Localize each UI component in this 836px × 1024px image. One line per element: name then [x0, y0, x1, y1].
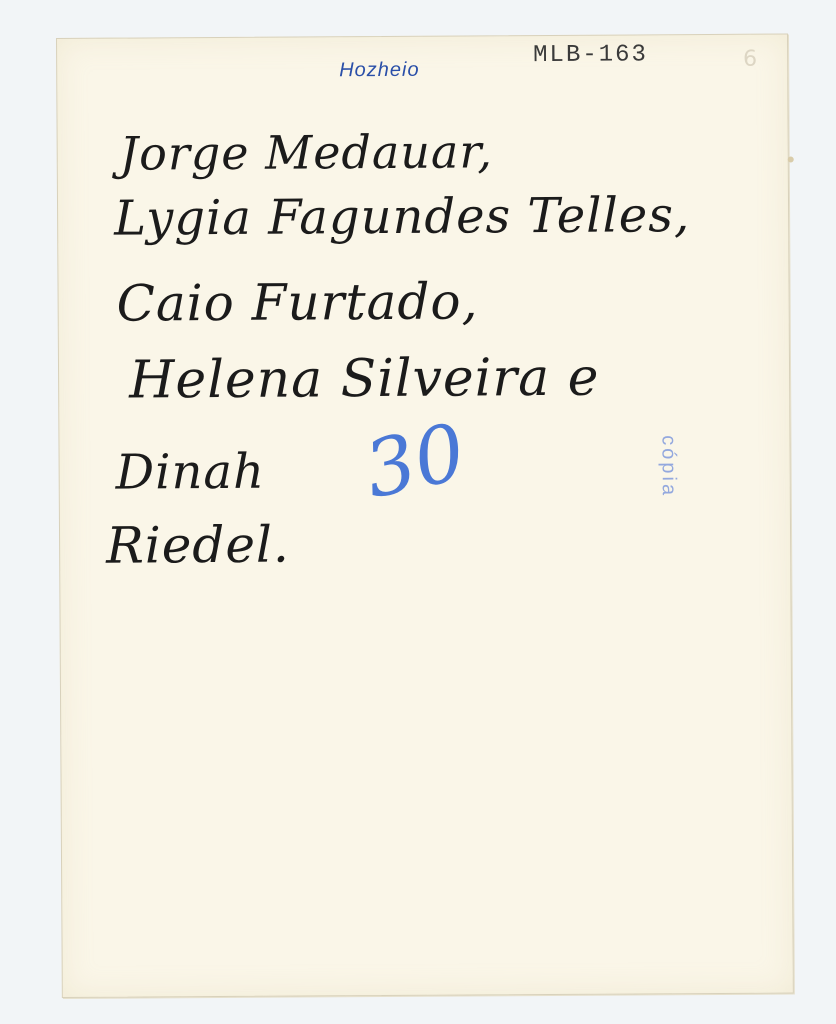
paper-spot [788, 156, 794, 162]
handwritten-line-6: Riedel. [105, 515, 290, 575]
stamp-name: Hozheio [339, 58, 420, 82]
handwritten-line-5: Dinah [115, 443, 266, 501]
corner-mark: 6 [743, 46, 758, 72]
handwritten-line-4: Helena Silveira e [128, 347, 600, 411]
reference-code: MLB-163 [533, 41, 649, 70]
handwritten-line-3: Caio Furtado, [116, 272, 479, 333]
blue-number: 30 [357, 407, 474, 517]
copy-annotation: cópia [657, 435, 680, 499]
handwritten-line-2: Lygia Fagundes Telles, [113, 187, 691, 247]
photo-card-back [56, 34, 794, 998]
handwritten-line-1: Jorge Medauar, [119, 124, 494, 181]
